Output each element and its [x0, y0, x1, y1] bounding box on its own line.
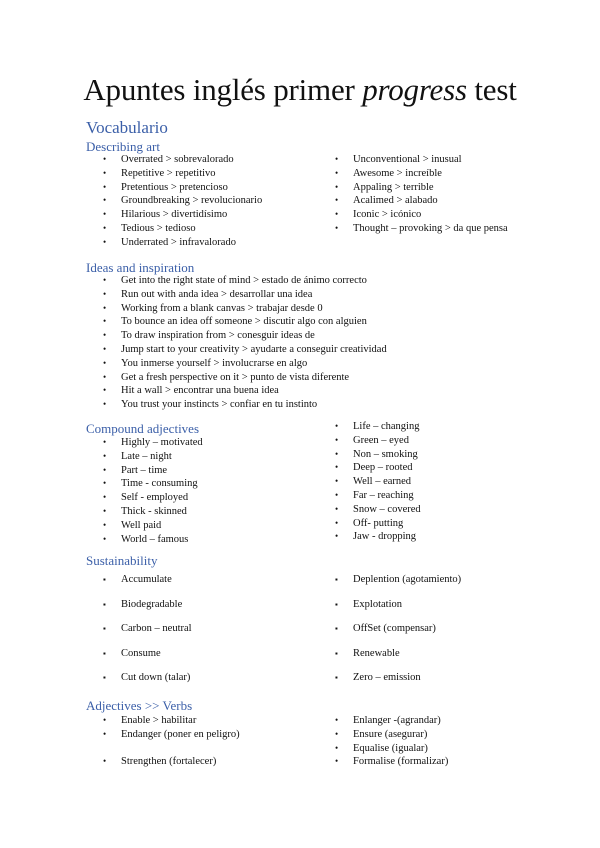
list-item: • Iconic > icónico	[335, 209, 422, 221]
bullet-icon: •	[335, 531, 339, 542]
list-item: • Underrated > infravalorado	[103, 236, 236, 248]
bullet-icon: •	[103, 533, 107, 544]
bullet-icon: •	[335, 503, 339, 514]
square-bullet-icon: ▪	[103, 599, 106, 609]
adj-verbs-right-list	[335, 714, 449, 769]
bullet-icon: •	[103, 492, 107, 503]
list-item: • Acalimed > alabado	[335, 195, 438, 207]
compound-adjectives-heading: Compound adjectives	[86, 421, 200, 436]
list-item: • Off- putting	[335, 517, 404, 529]
square-bullet-icon: ▪	[335, 624, 338, 634]
list-item: • Strengthen (fortalecer)	[103, 756, 217, 768]
bullet-icon: •	[103, 222, 107, 233]
bullet-icon: •	[103, 275, 107, 285]
list-item: • You inmerse yourself > involucrarse en algo	[103, 357, 308, 369]
bullet-icon: •	[335, 728, 339, 739]
bullet-icon: •	[103, 728, 107, 739]
compound-left-list	[103, 436, 203, 546]
list-item: • Tedious > tedioso	[103, 222, 196, 234]
list-item: ▪ OffSet (compensar)	[335, 623, 436, 635]
bullet-icon: •	[335, 476, 339, 487]
list-item: • Jaw - dropping	[335, 531, 416, 543]
bullet-icon: •	[335, 167, 339, 178]
describing-art-heading: Describing art	[86, 139, 161, 154]
list-item: • Working from a blank canvas > trabajar desde 0	[103, 302, 323, 314]
vocabulary-heading: Vocabulario	[86, 118, 168, 137]
list-item: • Self - employed	[103, 492, 189, 504]
bullet-icon: •	[335, 195, 339, 206]
list-item: • Highly – motivated	[103, 437, 203, 448]
list-item: • Run out with anda idea > desarrollar una idea	[103, 288, 313, 300]
list-item: • Jump start to your creativity > ayudarte a conseguir creatividad	[103, 343, 387, 355]
list-item-empty	[121, 742, 240, 756]
list-item: ▪ Carbon – neutral	[103, 623, 192, 635]
bullet-icon: •	[335, 434, 339, 445]
bullet-icon: •	[335, 462, 339, 473]
describing-art-right-list	[335, 153, 513, 236]
bullet-icon: •	[103, 715, 107, 725]
list-item: • Far – reaching	[335, 489, 414, 501]
bullet-icon: •	[103, 343, 107, 354]
square-bullet-icon: ▪	[335, 673, 338, 683]
list-item: • Get into the right state of mind > estado de ánimo correcto	[103, 275, 367, 286]
ideas-heading: Ideas and inspiration	[86, 260, 195, 275]
list-item: • Green – eyed	[335, 434, 409, 446]
list-item: • Thought – provoking > da que pensa	[335, 222, 508, 234]
square-bullet-icon: ▪	[103, 673, 106, 683]
square-bullet-icon: ▪	[103, 624, 106, 634]
bullet-icon: •	[335, 756, 339, 767]
list-item: ▪ Renewable	[335, 647, 400, 659]
compound-right-list	[335, 420, 421, 544]
list-item: • Overrated > sobrevalorado	[103, 154, 234, 165]
bullet-icon: •	[103, 505, 107, 516]
bullet-icon: •	[335, 742, 339, 753]
list-item: • World – famous	[103, 533, 189, 545]
sustainability-left-list	[103, 573, 192, 696]
list-item: ▪ Cut down (talar)	[103, 672, 191, 684]
list-item: • Late – night	[103, 450, 172, 462]
list-item: • Enable > habilitar	[103, 715, 197, 726]
list-item: • Hilarious > divertidísimo	[103, 209, 228, 221]
bullet-icon: •	[335, 222, 339, 233]
square-bullet-icon: ▪	[335, 575, 338, 584]
title-text-end: test	[466, 72, 517, 107]
bullet-icon: •	[103, 756, 107, 767]
list-item: • Equalise (igualar)	[335, 742, 428, 754]
bullet-icon: •	[103, 236, 107, 247]
bullet-icon: •	[103, 302, 107, 313]
bullet-icon: •	[103, 464, 107, 475]
bullet-icon: •	[103, 450, 107, 461]
adjectives-verbs-heading: Adjectives >> Verbs	[86, 698, 193, 713]
list-item: • Life – changing	[335, 421, 420, 432]
list-item: • Unconventional > inusual	[335, 154, 462, 165]
list-item: • Enlanger -(agrandar)	[335, 715, 441, 726]
bullet-icon: •	[335, 154, 339, 164]
sustainability-right-list	[335, 573, 462, 696]
list-item: • Groundbreaking > revolucionario	[103, 195, 263, 207]
list-item: • Time - consuming	[103, 478, 198, 490]
describing-art-left-list	[103, 153, 263, 250]
bullet-icon: •	[103, 209, 107, 220]
list-item: ▪ Deplention (agotamiento)	[335, 574, 462, 585]
list-item: • To draw inspiration from > conesguir ideas de	[103, 330, 315, 342]
list-item: ▪ Biodegradable	[103, 598, 183, 610]
bullet-icon: •	[335, 209, 339, 220]
list-item: • You trust your instincts > confiar en tu instinto	[103, 399, 318, 411]
list-item: • Snow – covered	[335, 503, 421, 515]
bullet-icon: •	[335, 489, 339, 500]
list-item: • Hit a wall > encontrar una buena idea	[103, 385, 279, 397]
bullet-icon: •	[335, 421, 339, 431]
list-item: ▪ Explotation	[335, 598, 402, 610]
bullet-icon: •	[103, 371, 107, 382]
title-text: Apuntes inglés primer	[83, 72, 363, 107]
list-item: • Repetitive > repetitivo	[103, 167, 216, 179]
list-item: • Get a fresh perspective on it > punto de vista diferente	[103, 371, 350, 383]
square-bullet-icon: ▪	[103, 648, 106, 658]
sustainability-heading: Sustainability	[86, 553, 158, 568]
list-item: • Pretentious > pretencioso	[103, 181, 228, 193]
square-bullet-icon: ▪	[335, 599, 338, 609]
bullet-icon: •	[103, 357, 107, 368]
list-item: • Non – smoking	[335, 448, 418, 460]
bullet-icon: •	[103, 195, 107, 206]
list-item: • Endanger (poner en peligro)	[103, 728, 240, 740]
list-item: • Thick - skinned	[103, 505, 187, 517]
list-item: ▪ Consume	[103, 647, 161, 659]
bullet-icon: •	[103, 288, 107, 299]
list-item: • Formalise (formalizar)	[335, 756, 449, 768]
bullet-icon: •	[103, 385, 107, 396]
list-item: ▪ Zero – emission	[335, 672, 421, 684]
bullet-icon: •	[103, 154, 107, 164]
bullet-icon: •	[335, 181, 339, 192]
bullet-icon: •	[103, 181, 107, 192]
list-item: • Part – time	[103, 464, 168, 476]
bullet-icon: •	[103, 399, 107, 410]
bullet-icon: •	[103, 478, 107, 489]
list-item: • Appaling > terrible	[335, 181, 434, 193]
page-title	[0, 70, 600, 110]
ideas-list	[103, 274, 387, 412]
square-bullet-icon: ▪	[103, 575, 106, 584]
list-item: • Well paid	[103, 519, 162, 531]
bullet-icon: •	[103, 167, 107, 178]
bullet-icon: •	[335, 715, 339, 725]
list-item: • To bounce an idea off someone > discutir algo con alguien	[103, 316, 367, 328]
list-item: • Awesome > increíble	[335, 167, 442, 179]
bullet-icon: •	[103, 519, 107, 530]
list-item: ▪ Accumulate	[103, 574, 172, 585]
bullet-icon: •	[103, 437, 107, 447]
square-bullet-icon: ▪	[335, 648, 338, 658]
list-item: • Deep – rooted	[335, 462, 413, 474]
bullet-icon: •	[335, 448, 339, 459]
bullet-icon: •	[103, 316, 107, 327]
title-italic-word: progress	[362, 72, 467, 107]
adj-verbs-left-list	[103, 714, 240, 769]
bullet-icon: •	[103, 330, 107, 341]
list-item: • Well – earned	[335, 476, 412, 488]
list-item: • Ensure (asegurar)	[335, 728, 428, 740]
bullet-icon: •	[335, 517, 339, 528]
